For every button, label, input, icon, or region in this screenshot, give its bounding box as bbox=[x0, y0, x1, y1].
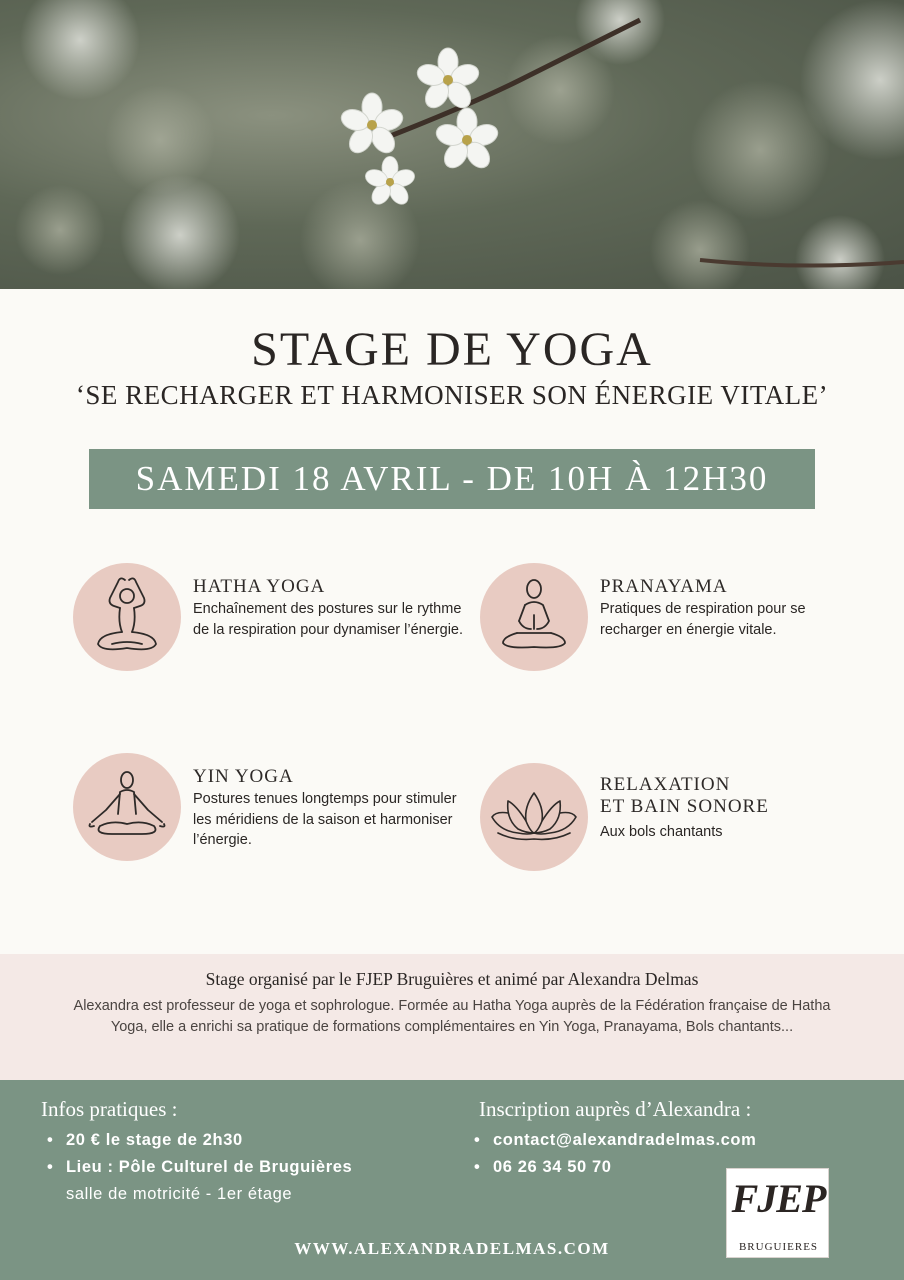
fjep-logo-mark: FJEP bbox=[731, 1176, 826, 1221]
infos-list bbox=[42, 1127, 352, 1208]
activity-description: Aux bols chantants bbox=[600, 824, 723, 840]
raised-arms-yoga-pose-icon bbox=[73, 563, 181, 671]
lotus-flower-icon bbox=[480, 763, 588, 871]
activity-description: Pratiques de respiration pour se recharger en énergie vitale. bbox=[600, 601, 806, 638]
seated-meditation-icon bbox=[73, 753, 181, 861]
activity-description: Enchaînement des postures sur le rythme de la respiration pour dynamiser l’énergie. bbox=[193, 601, 464, 638]
organiser-section bbox=[0, 954, 904, 1080]
header-photo-cherry-blossom bbox=[0, 0, 904, 289]
organiser-bio: Alexandra est professeur de yoga et sophrologue. Formée au Hatha Yoga auprès de la Fédération française de Hatha Yoga, elle a enrichi sa pratique de formations complémentaires en Yin Yoga, Pranayama, Bols chantants... bbox=[73, 998, 831, 1035]
prayer-hands-meditation-icon bbox=[480, 563, 588, 671]
room-item: salle de motricité - 1er étage bbox=[66, 1185, 293, 1203]
location-item: • Lieu : Pôle Culturel de Bruguières bbox=[42, 1154, 352, 1181]
organiser-title: Stage organisé par le FJEP Bruguières et animé par Alexandra Delmas bbox=[205, 969, 699, 989]
activity-description: Postures tenues longtemps pour stimuler les méridiens de la saison et harmoniser l’énergie. bbox=[193, 791, 457, 848]
activity-card-hatha-yoga bbox=[73, 563, 463, 671]
activity-title: RELAXATION ET BAIN SONORE bbox=[600, 774, 769, 817]
page-title: STAGE DE YOGA bbox=[251, 323, 653, 376]
inscription-title: Inscription auprès d’Alexandra : bbox=[479, 1097, 752, 1121]
fjep-logo bbox=[726, 1168, 829, 1258]
phone-link[interactable]: • 06 26 34 50 70 bbox=[469, 1154, 756, 1181]
fjep-logo-subtitle: BRUGUIERES bbox=[738, 1241, 819, 1253]
infos-title: Infos pratiques : bbox=[41, 1097, 178, 1121]
email-link[interactable]: • contact@alexandradelmas.com bbox=[469, 1127, 756, 1154]
activity-card-yin-yoga bbox=[73, 753, 463, 861]
activity-title: PRANAYAMA bbox=[600, 576, 728, 597]
page-subtitle: ‘SE RECHARGER ET HARMONISER SON ÉNERGIE VITALE’ bbox=[75, 380, 829, 410]
price-item: • 20 € le stage de 2h30 bbox=[42, 1127, 352, 1154]
activity-card-pranayama bbox=[480, 563, 870, 671]
inscription-list bbox=[469, 1127, 756, 1181]
website-link[interactable]: WWW.ALEXANDRADELMAS.COM bbox=[294, 1239, 610, 1258]
activity-title: HATHA YOGA bbox=[193, 576, 326, 597]
date-banner: SAMEDI 18 AVRIL - DE 10H À 12H30 bbox=[89, 449, 815, 509]
activity-title: YIN YOGA bbox=[193, 766, 294, 787]
activity-card-relaxation bbox=[480, 763, 870, 871]
